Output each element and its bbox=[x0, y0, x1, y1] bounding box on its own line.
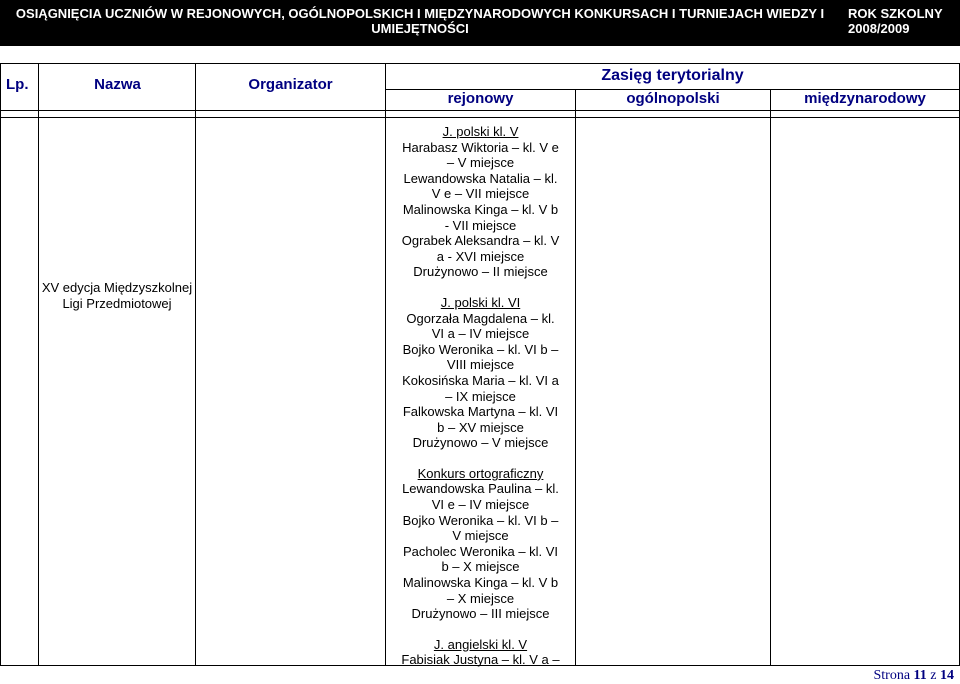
rejonowy-results bbox=[386, 124, 575, 668]
result-block-heading: Konkurs ortograficzny bbox=[417, 465, 544, 481]
header-organizator: Organizator bbox=[248, 76, 333, 93]
school-year bbox=[840, 6, 960, 36]
result-line: Drużynowo – II miejsce bbox=[413, 264, 548, 280]
school-year-label: ROK SZKOLNY bbox=[848, 6, 943, 21]
result-line: VIII miejsce bbox=[446, 357, 515, 373]
result-line: a - XVI miejsce bbox=[436, 248, 525, 264]
header-miedzynarodowy: międzynarodowy bbox=[804, 90, 926, 107]
banner-title-line1: OSIĄGNIĘCIA UCZNIÓW W REJONOWYCH, OGÓLNOPOLSKICH I MIĘDZYNARODOWYCH KONKURSACH I TURNIEJACH WIEDZY I bbox=[15, 6, 825, 21]
result-line: Falkowska Martyna – kl. VI bbox=[402, 404, 559, 420]
banner-title bbox=[0, 6, 840, 36]
result-line: Malinowska Kinga – kl. V b bbox=[402, 201, 559, 217]
result-block bbox=[386, 124, 575, 280]
competition-name-line1: XV edycja Międzyszkolnej bbox=[41, 280, 193, 295]
header-zasieg: Zasięg terytorialny bbox=[601, 67, 744, 84]
footer-page: 11 bbox=[913, 668, 927, 683]
footer-sep: z bbox=[930, 668, 937, 683]
result-line: - VII miejsce bbox=[444, 217, 517, 233]
footer-prefix: Strona bbox=[873, 668, 911, 683]
header-lp: Lp. bbox=[6, 76, 29, 93]
result-line: Ograbek Aleksandra – kl. V bbox=[401, 233, 560, 249]
page-footer bbox=[820, 668, 954, 684]
result-line: – IX miejsce bbox=[445, 388, 516, 404]
result-block bbox=[386, 637, 575, 668]
result-line: VI e – IV miejsce bbox=[431, 497, 530, 513]
result-block-heading: J. polski kl. VI bbox=[440, 294, 521, 310]
result-line: Fabisiak Justyna – kl. V a – bbox=[401, 652, 560, 668]
competition-name-line2: Ligi Przedmiotowej bbox=[62, 296, 172, 311]
header-rejonowy: rejonowy bbox=[447, 90, 514, 107]
result-line: b – XV miejsce bbox=[437, 419, 524, 435]
header-nazwa: Nazwa bbox=[94, 76, 141, 93]
result-line: Pacholec Weronika – kl. VI bbox=[402, 543, 559, 559]
competition-name bbox=[39, 280, 195, 312]
result-line: VI a – IV miejsce bbox=[431, 326, 530, 342]
result-block bbox=[386, 295, 575, 451]
result-line: Kokosińska Maria – kl. VI a bbox=[402, 372, 559, 388]
result-line: Harabasz Wiktoria – kl. V e bbox=[402, 139, 559, 155]
result-line: Drużynowo – V miejsce bbox=[412, 435, 549, 451]
result-line: b – X miejsce bbox=[441, 559, 520, 575]
result-block bbox=[386, 466, 575, 622]
result-block-heading: J. angielski kl. V bbox=[433, 636, 528, 652]
banner-title-line2: UMIEJĘTNOŚCI bbox=[371, 21, 469, 36]
result-line: Malinowska Kinga – kl. V b bbox=[402, 575, 559, 591]
result-line: V e – VII miejsce bbox=[431, 186, 530, 202]
result-line: Ogorzała Magdalena – kl. bbox=[406, 310, 555, 326]
header-banner bbox=[0, 0, 960, 46]
result-line: Drużynowo – III miejsce bbox=[411, 606, 550, 622]
result-line: V miejsce bbox=[452, 528, 509, 544]
result-line: Bojko Weronika – kl. VI b – bbox=[402, 512, 559, 528]
result-line: – X miejsce bbox=[446, 590, 515, 606]
result-line: Bojko Weronika – kl. VI b – bbox=[402, 341, 559, 357]
result-line: – V miejsce bbox=[446, 155, 515, 171]
result-line: Lewandowska Paulina – kl. bbox=[402, 481, 559, 497]
result-block-heading: J. polski kl. V bbox=[442, 124, 519, 139]
header-ogolnopolski: ogólnopolski bbox=[626, 90, 720, 107]
result-line: Lewandowska Natalia – kl. bbox=[403, 170, 558, 186]
school-year-value: 2008/2009 bbox=[848, 21, 910, 36]
footer-total: 14 bbox=[940, 668, 954, 683]
